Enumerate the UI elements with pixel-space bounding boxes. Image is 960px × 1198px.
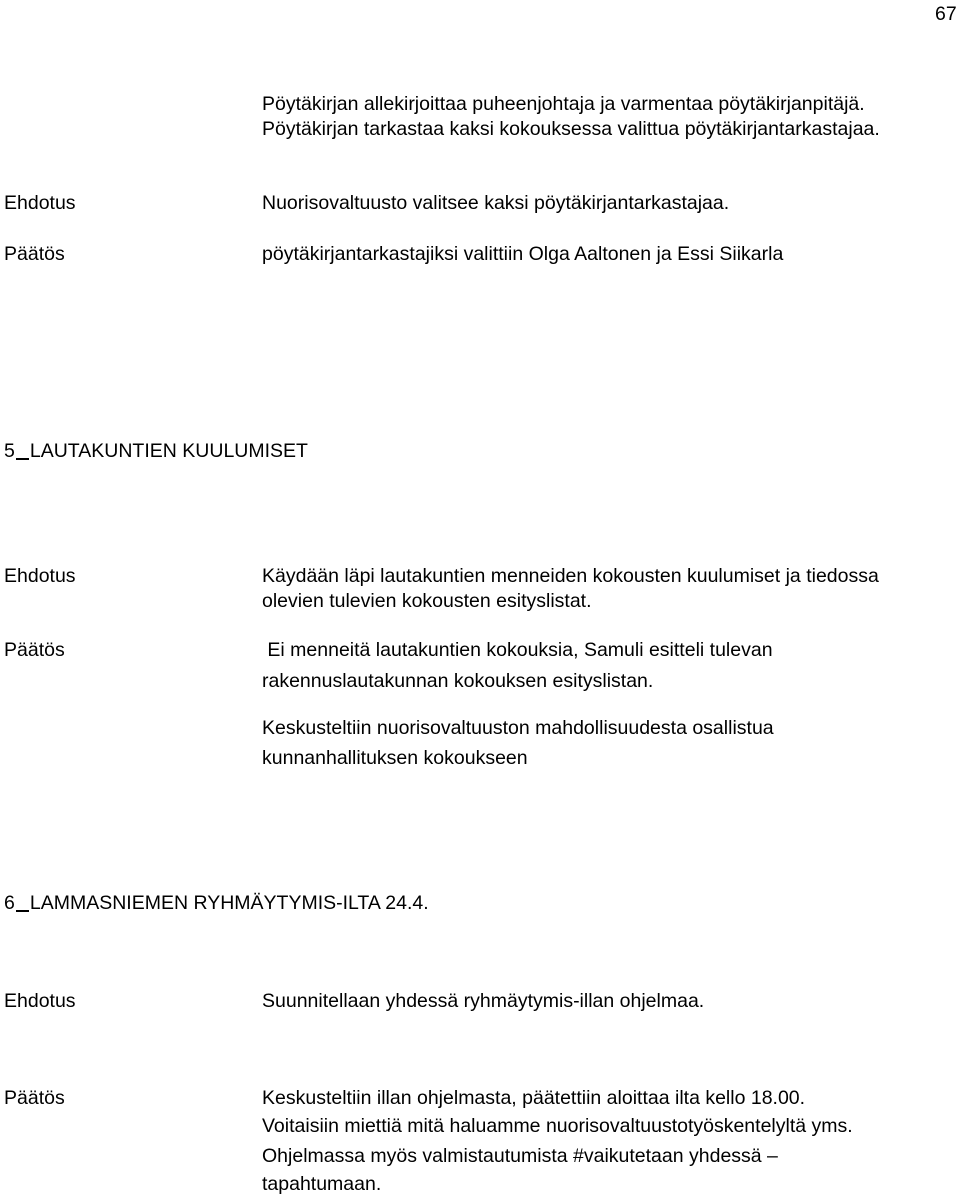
- section-5-proposal-label: Ehdotus: [4, 565, 76, 587]
- section-4-proposal-text: Nuorisovaltuusto valitsee kaksi pöytäkirjantarkastajaa.: [262, 192, 730, 214]
- section-5-discussion-line-2: kunnanhallituksen kokoukseen: [262, 747, 528, 769]
- section-4-decision-text: pöytäkirjantarkastajiksi valittiin Olga Aaltonen ja Essi Siikarla: [262, 243, 784, 265]
- section-6-decision-line-4: tapahtumaan.: [262, 1173, 382, 1195]
- intro-line-2: Pöytäkirjan tarkastaa kaksi kokouksessa valittua pöytäkirjantarkastajaa.: [262, 118, 880, 140]
- section-5-discussion-line-1: Keskusteltiin nuorisovaltuuston mahdollisuudesta osallistua: [262, 717, 774, 739]
- section-5-number: 5: [4, 440, 15, 462]
- section-6-decision-line-1: Keskusteltiin illan ohjelmasta, päätettiin aloittaa ilta kello 18.00.: [262, 1087, 806, 1109]
- section-5-heading-wrap: [4, 437, 308, 465]
- section-6-proposal-label: Ehdotus: [4, 990, 76, 1012]
- section-6-heading: LAMMASNIEMEN RYHMÄYTYMIS-ILTA 24.4.: [29, 892, 429, 914]
- section-6-underscore: [16, 910, 29, 912]
- section-6-decision-line-3: Ohjelmassa myös valmistautumista #vaikutetaan yhdessä –: [262, 1145, 778, 1167]
- section-4-decision-label: Päätös: [4, 243, 65, 265]
- intro-line-1: Pöytäkirjan allekirjoittaa puheenjohtaja ja varmentaa pöytäkirjanpitäjä.: [262, 93, 865, 115]
- section-5-decision-line-2: rakennuslautakunnan kokouksen esityslistan.: [262, 670, 654, 692]
- section-5-underscore: [16, 458, 29, 460]
- section-6-decision-line-2: Voitaisiin miettiä mitä haluamme nuorisovaltuustotyöskentelyltä yms.: [262, 1115, 853, 1137]
- section-5-proposal-line-1: Käydään läpi lautakuntien menneiden kokousten kuulumiset ja tiedossa: [262, 565, 879, 587]
- section-6-decision-label: Päätös: [4, 1087, 65, 1109]
- section-6-heading-wrap: [4, 889, 429, 917]
- section-4-proposal-label: Ehdotus: [4, 192, 76, 214]
- section-6-number: 6: [4, 892, 15, 914]
- section-5-decision-label: Päätös: [4, 639, 65, 661]
- page-number: 67: [935, 3, 957, 25]
- section-5-decision-line-1: Ei menneitä lautakuntien kokouksia, Samuli esitteli tulevan: [262, 639, 773, 661]
- section-6-proposal-text: Suunnitellaan yhdessä ryhmäytymis-illan ohjelmaa.: [262, 990, 705, 1012]
- section-5-heading: LAUTAKUNTIEN KUULUMISET: [29, 440, 308, 462]
- section-5-proposal-line-2: olevien tulevien kokousten esityslistat.: [262, 590, 592, 612]
